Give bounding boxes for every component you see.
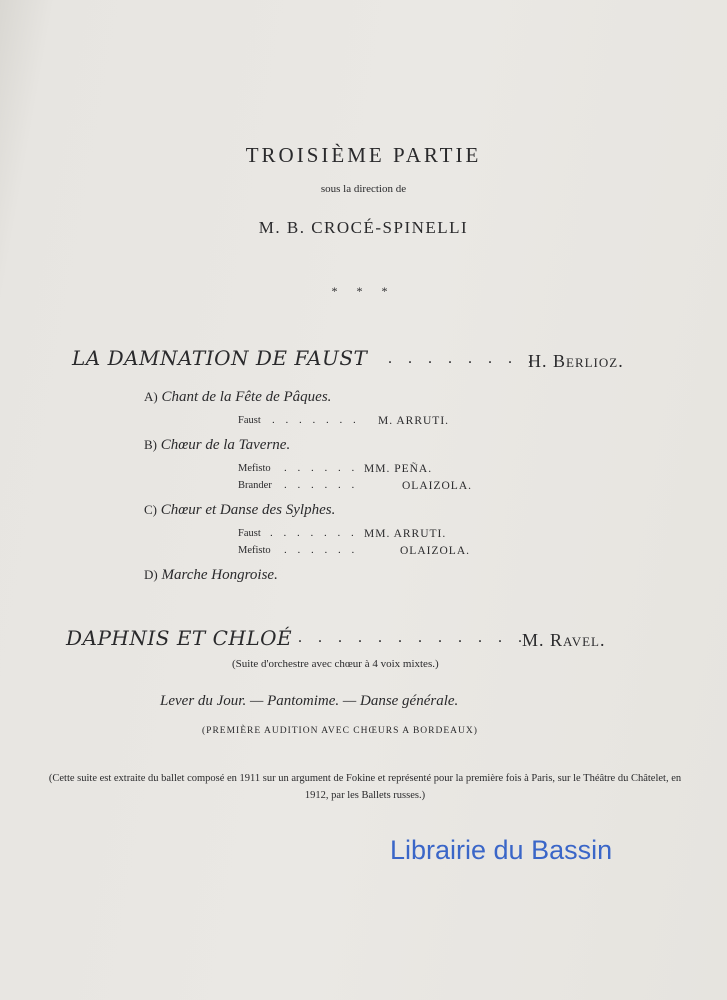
- section-title: TROISIÈME PARTIE: [245, 143, 482, 167]
- item-title: Chœur et Danse des Sylphes.: [160, 502, 336, 518]
- historical-note: (Cette suite est extraite du ballet composé en 1911 sur un argument de Fokine et représenté pour la première fois à Paris, sur le Théâtre du Châtelet, en 1912, par les Ballets russes.): [48, 773, 682, 801]
- singer-name: OLAIZOLA.: [400, 545, 470, 557]
- item-letter: C): [144, 502, 157, 517]
- leader-dots: . . . . . . . . . . . .: [298, 629, 528, 646]
- role-name: Mefisto: [238, 463, 271, 474]
- item-title: Chant de la Fête de Pâques.: [161, 389, 332, 405]
- singer-name: M. ARRUTI.: [378, 415, 450, 427]
- composer-berlioz: H. Berlioz.: [528, 351, 624, 371]
- singer-name: MM. PEÑA.: [364, 463, 433, 475]
- conductor-name: M. B. CROCÉ-SPINELLI: [258, 218, 469, 237]
- item-title: Chœur de la Taverne.: [160, 437, 291, 453]
- premiere-note: (PREMIÈRE AUDITION AVEC CHŒURS A BORDEAUX): [202, 726, 478, 736]
- leader-dots: . . . . . .: [284, 544, 359, 556]
- role-name: Mefisto: [238, 545, 271, 556]
- ornament-stars: * * *: [331, 284, 396, 298]
- singer-name: MM. ARRUTI.: [364, 528, 447, 540]
- work-title-faust: LA DAMNATION DE FAUST: [72, 346, 368, 370]
- leader-dots: . . . . . .: [284, 462, 359, 474]
- movements-list: Lever du Jour. — Pantomime. — Danse générale.: [160, 693, 459, 709]
- role-name: Brander: [238, 480, 272, 491]
- role-name: Faust: [238, 415, 261, 426]
- watermark-text: Librairie du Bassin: [390, 835, 613, 865]
- item-title: Marche Hongroise.: [161, 567, 278, 583]
- work-title-daphnis: DAPHNIS ET CHLOÉ: [66, 626, 293, 650]
- item-letter: A): [144, 389, 158, 404]
- item-letter: D): [144, 567, 158, 582]
- leader-dots: . . . . . .: [284, 479, 359, 491]
- list-item: [144, 437, 290, 454]
- item-letter: B): [144, 437, 157, 452]
- list-item: [144, 567, 278, 584]
- role-name: Faust: [238, 528, 261, 539]
- suite-description: (Suite d'orchestre avec chœur à 4 voix mixtes.): [232, 658, 439, 670]
- list-item: [144, 389, 331, 406]
- leader-dots: . . . . . . . .: [388, 350, 538, 367]
- singer-name: OLAIZOLA.: [402, 480, 472, 492]
- leader-dots: . . . . . . .: [272, 414, 360, 426]
- leader-dots: . . . . . . .: [270, 527, 358, 539]
- list-item: [144, 502, 335, 519]
- composer-ravel: M. Ravel.: [522, 630, 606, 650]
- section-subtitle: sous la direction de: [320, 183, 407, 195]
